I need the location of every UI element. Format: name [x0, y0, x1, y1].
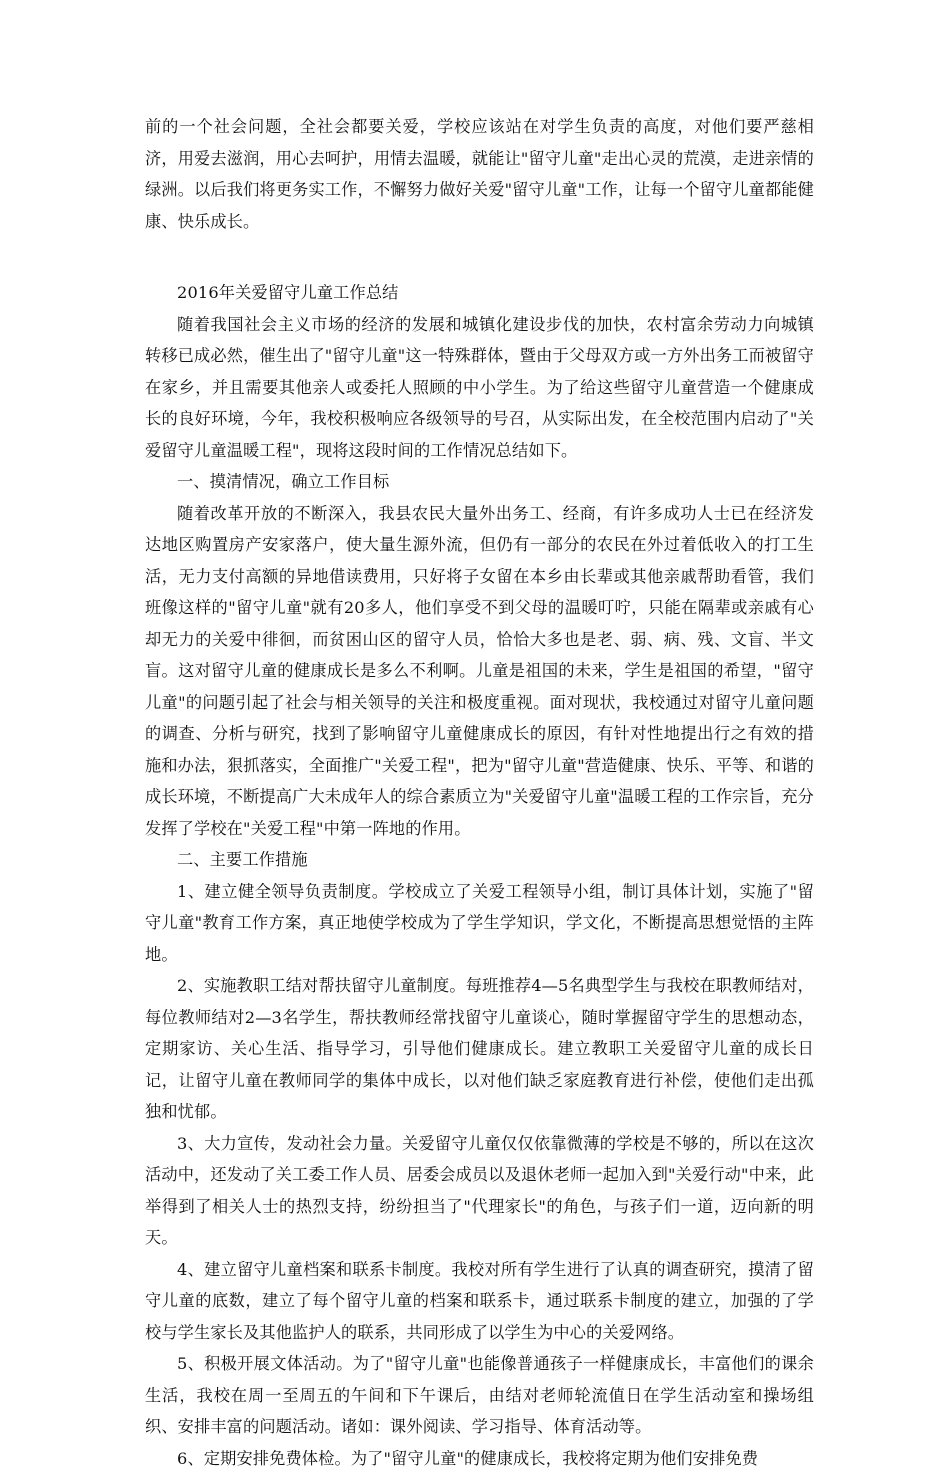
section-1-body: 随着改革开放的不断深入，我县农民大量外出务工、经商，有许多成功人士已在经济发达地区购置房产安家落户，使大量生源外流，但仍有一部分的农民在外过着低收入的打工生活，无力支付高额的异地借读费用，只好将子女留在本乡由长辈或其他亲戚帮助看管，我们班像这样的"留守儿童"就有20多人，他们享受不到父母的温暖叮咛，只能在隔辈或亲戚有心却无力的关爱中徘徊，而贫困山区的留守人员，恰恰大多也是老、弱、病、残、文盲、半文盲。这对留守儿童的健康成长是多么不利啊。儿童是祖国的未来，学生是祖国的希望，"留守儿童"的问题引起了社会与相关领导的关注和极度重视。面对现状，我校通过对留守儿童问题的调查、分析与研究，找到了影响留守儿童健康成长的原因，有针对性地提出行之有效的措施和办法，狠抓落实，全面推广"关爱工程"，把为"留守儿童"营造健康、快乐、平等、和谐的成长环境，不断提高广大未成年人的综合素质立为"关爱留守儿童"温暖工程的工作宗旨，充分发挥了学校在"关爱工程"中第一阵地的作用。: [145, 498, 814, 845]
measure-item-2: 2、实施教职工结对帮扶留守儿童制度。每班推荐4—5名典型学生与我校在职教师结对，每位教师结对2—3名学生，帮扶教师经常找留守儿童谈心，随时掌握留守学生的思想动态，定期家访、关心生活、指导学习，引导他们健康成长。建立教职工关爱留守儿童的成长日记，让留守儿童在教师同学的集体中成长，以对他们缺乏家庭教育进行补偿，使他们走出孤独和忧郁。: [145, 970, 814, 1128]
paragraph-gap: [145, 237, 814, 277]
document-page: [145, 111, 814, 1474]
measure-item-5: 5、积极开展文体活动。为了"留守儿童"也能像普通孩子一样健康成长，丰富他们的课余生活，我校在周一至周五的午间和下午课后，由结对老师轮流值日在学生活动室和操场组织、安排丰富的问题活动。诸如：课外阅读、学习指导、体育活动等。: [145, 1348, 814, 1443]
measure-item-1: 1、建立健全领导负责制度。学校成立了关爱工程领导小组，制订具体计划，实施了"留守儿童"教育工作方案，真正地使学校成为了学生学知识，学文化，不断提高思想觉悟的主阵地。: [145, 876, 814, 971]
measure-item-4: 4、建立留守儿童档案和联系卡制度。我校对所有学生进行了认真的调查研究，摸清了留守儿童的底数，建立了每个留守儿童的档案和联系卡，通过联系卡制度的建立，加强的了学校与学生家长及其他监护人的联系，共同形成了以学生为中心的关爱网络。: [145, 1254, 814, 1349]
section-1-heading: 一、摸清情况，确立工作目标: [145, 466, 814, 498]
section-2-heading: 二、主要工作措施: [145, 844, 814, 876]
measure-item-6: 6、定期安排免费体检。为了"留守儿童"的健康成长，我校将定期为他们安排免费: [145, 1443, 814, 1474]
continuation-paragraph: 前的一个社会问题，全社会都要关爱，学校应该站在对学生负责的高度，对他们要严慈相济，用爱去滋润，用心去呵护，用情去温暖，就能让"留守儿童"走出心灵的荒漠，走进亲情的绿洲。以后我们将更务实工作，不懈努力做好关爱"留守儿童"工作，让每一个留守儿童都能健康、快乐成长。: [145, 111, 814, 237]
measure-item-3: 3、大力宣传，发动社会力量。关爱留守儿童仅仅依靠微薄的学校是不够的，所以在这次活动中，还发动了关工委工作人员、居委会成员以及退休老师一起加入到"关爱行动"中来，此举得到了相关人士的热烈支持，纷纷担当了"代理家长"的角色，与孩子们一道，迈向新的明天。: [145, 1128, 814, 1254]
intro-paragraph: 随着我国社会主义市场的经济的发展和城镇化建设步伐的加快，农村富余劳动力向城镇转移已成必然，催生出了"留守儿童"这一特殊群体，暨由于父母双方或一方外出务工而被留守在家乡，并且需要其他亲人或委托人照顾的中小学生。为了给这些留守儿童营造一个健康成长的良好环境，今年，我校积极响应各级领导的号召，从实际出发，在全校范围内启动了"关爱留守儿童温暖工程"，现将这段时间的工作情况总结如下。: [145, 309, 814, 467]
document-title: 2016年关爱留守儿童工作总结: [145, 277, 814, 309]
